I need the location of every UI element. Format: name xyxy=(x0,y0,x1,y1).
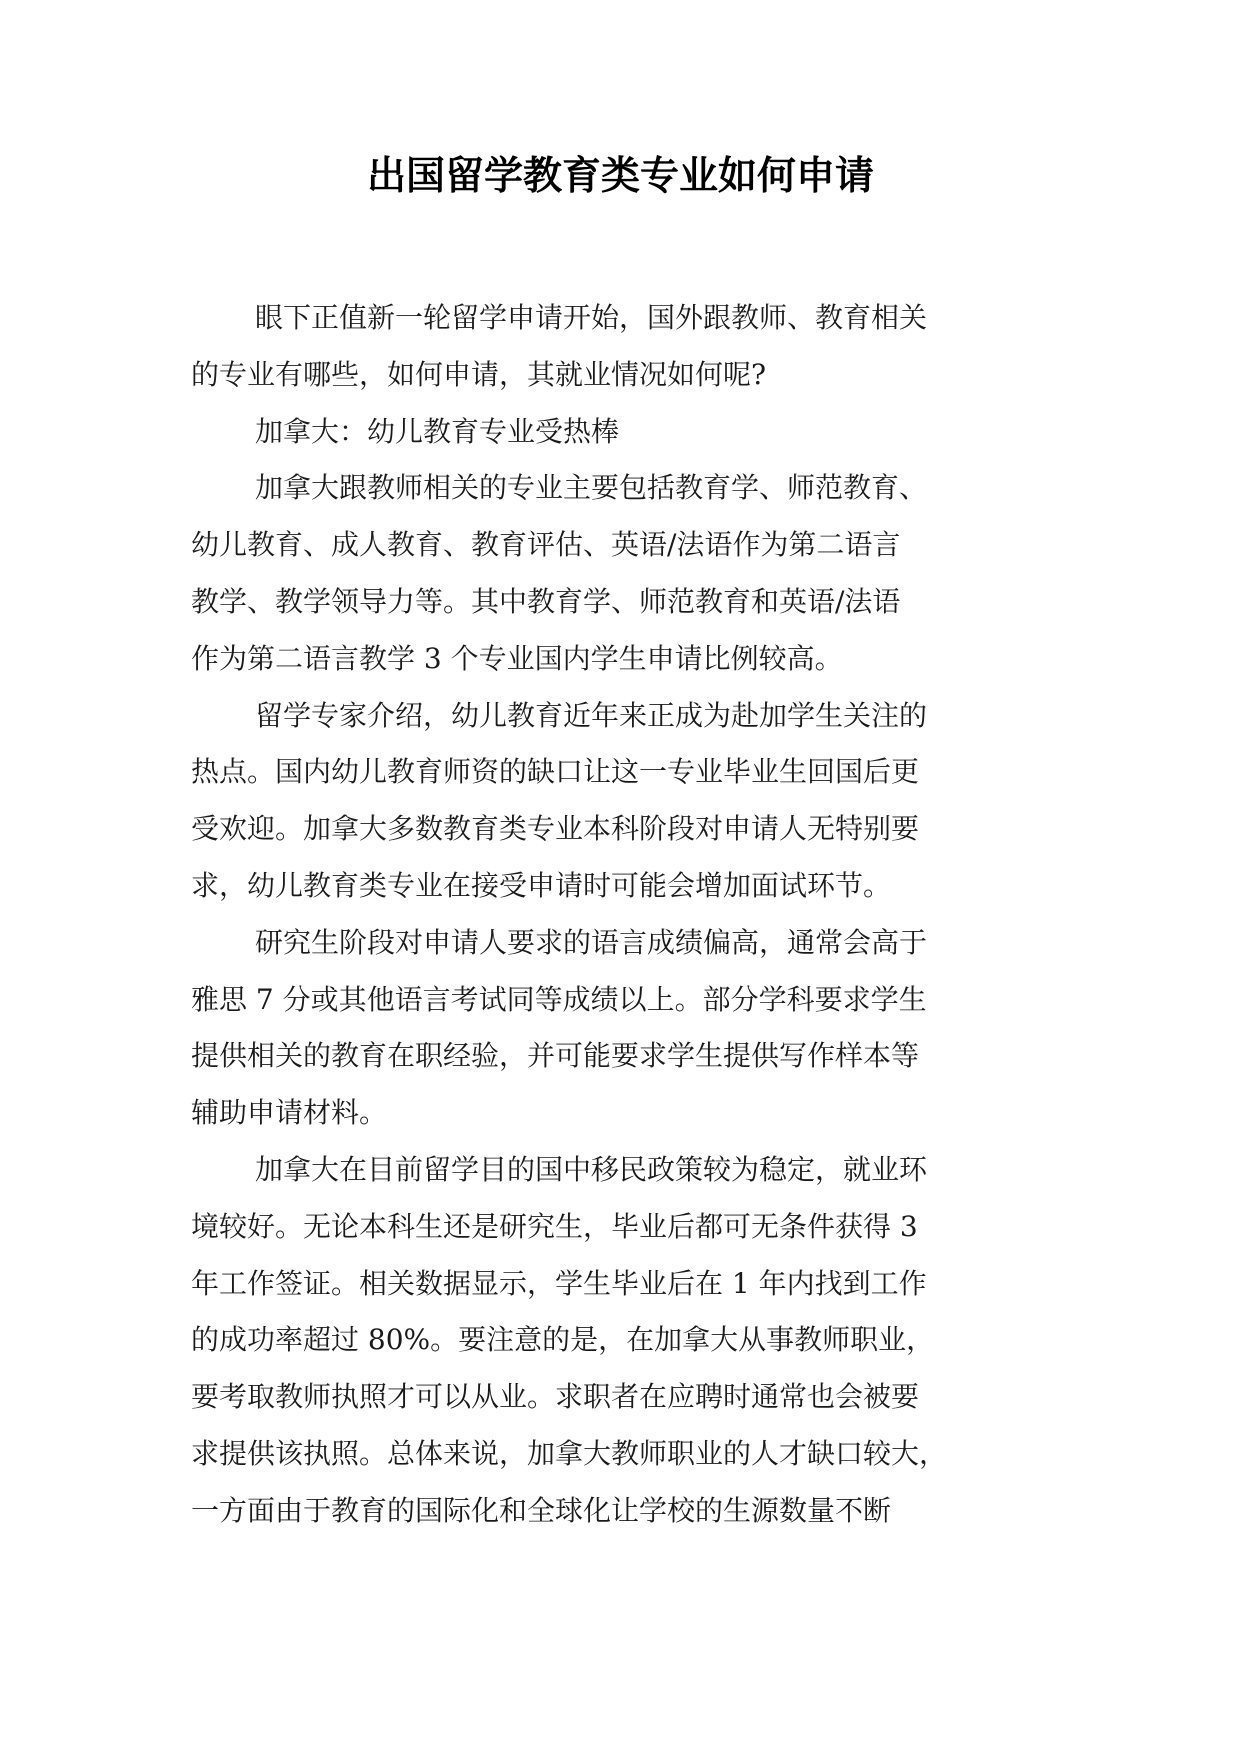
text-line: 提供相关的教育在职经验，并可能要求学生提供写作样本等 xyxy=(191,1039,920,1073)
text-line: 加拿大跟教师相关的专业主要包括教育学、师范教育、 xyxy=(255,471,928,505)
text-line: 的专业有哪些，如何申请，其就业情况如何呢? xyxy=(191,357,767,391)
text-line: 境较好。无论本科生还是研究生，毕业后都可无条件获得 3 xyxy=(191,1209,918,1243)
text-line: 留学专家介绍，幼儿教育近年来正成为赴加学生关注的 xyxy=(255,698,928,732)
text-line: 的成功率超过 80%。要注意的是，在加拿大从事教师职业， xyxy=(191,1323,935,1357)
text-line: 教学、教学领导力等。其中教育学、师范教育和英语/法语 xyxy=(191,584,901,618)
text-line: 要考取教师执照才可以从业。求职者在应聘时通常也会被要 xyxy=(191,1380,920,1414)
text-line: 一方面由于教育的国际化和全球化让学校的生源数量不断 xyxy=(191,1493,892,1527)
text-line: 幼儿教育、成人教育、教育评估、英语/法语作为第二语言 xyxy=(191,528,901,562)
text-line: 研究生阶段对申请人要求的语言成绩偏高，通常会高于 xyxy=(255,925,928,959)
text-line: 受欢迎。加拿大多数教育类专业本科阶段对申请人无特别要 xyxy=(191,812,920,846)
text-line: 辅助申请材料。 xyxy=(191,1096,388,1130)
text-line: 加拿大：幼儿教育专业受热棒 xyxy=(255,414,620,448)
text-line: 雅思 7 分或其他语言考试同等成绩以上。部分学科要求学生 xyxy=(191,982,927,1016)
text-line: 年工作签证。相关数据显示，学生毕业后在 1 年内找到工作 xyxy=(191,1266,927,1300)
text-line: 作为第二语言教学 3 个专业国内学生申请比例较高。 xyxy=(191,641,843,675)
document-title: 出国留学教育类专业如何申请 xyxy=(366,154,874,199)
text-line: 眼下正值新一轮留学申请开始，国外跟教师、教育相关 xyxy=(255,301,928,334)
text-line: 求，幼儿教育类专业在接受申请时可能会增加面试环节。 xyxy=(191,868,892,902)
text-line: 求提供该执照。总体来说，加拿大教师职业的人才缺口较大， xyxy=(191,1436,948,1470)
document-body xyxy=(191,290,1061,1540)
text-line: 热点。国内幼儿教育师资的缺口让这一专业毕业生回国后更 xyxy=(191,755,920,789)
text-line: 加拿大在目前留学目的国中移民政策较为稳定，就业环 xyxy=(255,1152,928,1186)
